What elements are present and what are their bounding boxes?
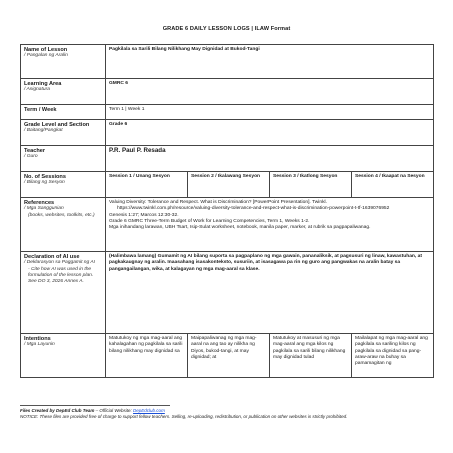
row-name-of-lesson <box>21 45 434 79</box>
session-header <box>188 172 270 198</box>
session-header <box>270 172 352 198</box>
intention-2-text: Maipapaliwanag ng mga mag-aaral na ang tao ay nilikha ng Diyos, bukod-tangi, at may dignidad; at <box>191 336 257 360</box>
label-cell <box>21 252 106 334</box>
row-ai-use <box>21 252 434 334</box>
intention-cell <box>270 334 352 378</box>
label-cell <box>21 120 106 146</box>
row-teacher <box>21 146 434 172</box>
footer <box>20 405 433 420</box>
label-cell <box>21 105 106 120</box>
row-references <box>21 198 434 252</box>
session-header <box>106 172 188 198</box>
ai-use-note: - Cite how AI was used in the formulation of the lesson plan. <box>28 266 94 278</box>
term-week-text: Term 1 | Week 1 <box>109 107 145 112</box>
row-learning-area <box>21 79 434 105</box>
footer-notice: NOTICE: These files are provided free of charge to support fellow teachers. Selling, re-uploading, redistribution, or publication on other websites is strictly prohibited. <box>20 414 348 419</box>
grade-level-label: Grade Level and Section <box>24 122 90 128</box>
lesson-name-text: Pagkilala sa Sarili Bilang Nilikhang May Dignidad at Bukod-Tangi <box>109 47 260 52</box>
learning-area-label: Learning Area <box>24 81 62 87</box>
reference-line: Mga inihandang larawan, UBH Tsart, Isip-Sulat worksheet, notebook, manila paper, marker, at rubrik sa pagpapaliwanag. <box>109 225 371 231</box>
session-3-label: Session 3 / Ikatlong Sesyon <box>273 174 338 179</box>
reference-line: Grade 6 GMRC Three-Term Budget of Work for Learning Competencies, Term 1, Weeks 1-2. <box>109 218 310 224</box>
teacher-sublabel: / Guro <box>24 154 38 160</box>
row-intentions <box>21 334 434 378</box>
ai-use-text: (Halimbawa lamang) Gumamit ng AI bilang suporta sa pagpaplano ng mga gawain, pananaliksik, at pagsusuri ng linaw, kawastuhan, at pagkakaugnay ng aralin. Inaasahang isasakonteksto, susuriin, at isasagawa pa rin ng guro ang pangwakas na aralin batay sa pangangailangan, wika, at kalagayan ng mga mag-aaral sa klase. <box>109 254 422 272</box>
reference-link[interactable]: https://www.twinkl.com.ph/resource/valuing-diversity-tolerance-and-respect-what-is-discrimination-powerpoint-t-tf-1639076952 <box>117 206 390 212</box>
term-week-value <box>106 105 434 120</box>
row-sessions <box>21 172 434 198</box>
page-title: GRADE 6 DAILY LESSON LOGS | ILAW Format <box>162 26 291 32</box>
reference-line: Valuing Diversity: Tolerance and Respect. What is Discrimination? [PowerPoint Presentation]. Twinkl. <box>109 200 328 205</box>
teacher-value <box>106 146 434 172</box>
intention-cell <box>352 334 434 378</box>
learning-area-sublabel: / Asignatura <box>24 87 50 93</box>
grade-level-text: Grade 6 <box>109 122 128 127</box>
references-sublabel-detail: (books, websites, toolkits, etc.) <box>28 212 95 218</box>
label-cell <box>21 172 106 198</box>
footer-website-link[interactable]: DepEdclub.com <box>133 408 165 413</box>
label-cell <box>21 146 106 172</box>
references-value <box>106 198 434 252</box>
grade-level-value <box>106 120 434 146</box>
label-cell <box>21 334 106 378</box>
session-4-label: Session 4 / Ikaapat na Sesyon <box>355 174 425 179</box>
session-2-label: Session 2 / Ikalawang Sesyon <box>191 174 261 179</box>
sessions-label: No. of Sessions <box>24 174 66 180</box>
ai-use-sublabel: / Deklarasyon sa Paggamit ng AI <box>24 260 96 266</box>
name-of-lesson-value <box>106 45 434 79</box>
ai-use-label: Declaration of AI use <box>24 254 80 260</box>
session-1-label: Session 1 / Unang Sesyon <box>109 174 170 179</box>
intention-3-text: Matutukoy at masusuri ng mga mag-aaral ang mga kilos ng pagkilala sa sarili bilang nilikhang may dignidad tulad <box>273 336 346 360</box>
ai-use-value <box>106 252 434 334</box>
session-header <box>352 172 434 198</box>
footer-credit: Files Created by DepEd Club Team <box>20 408 95 413</box>
footer-divider <box>20 405 170 406</box>
intention-1-text: Matutukoy ng mga mag-aaral ang kahalagahan ng pagkilala sa sarili bilang nilikhang may dignidad sa <box>109 336 183 354</box>
row-grade-level <box>21 120 434 146</box>
name-of-lesson-label: Name of Lesson <box>24 47 68 53</box>
row-term-week <box>21 105 434 120</box>
ai-use-note-reference: See DO 3, 2026 Annex A. <box>28 279 84 285</box>
intentions-label: Intentions <box>24 336 51 342</box>
name-of-lesson-sublabel: / Pangalan ng Aralin <box>24 53 68 59</box>
learning-area-value <box>106 79 434 105</box>
intentions-sublabel: / Mga Layunin <box>24 342 55 348</box>
footer-website-label: – Official Website: <box>94 408 134 413</box>
label-cell <box>21 79 106 105</box>
intention-4-text: Mailalapat ng mga mag-aaral ang pagkilala sa sariling kilos ng pagkilala sa dignidad sa pang-araw-araw na buhay sa pamamagitan ng <box>355 336 428 367</box>
learning-area-text: GMRC 6 <box>109 81 129 86</box>
intention-cell <box>188 334 270 378</box>
references-sublabel: / Mga Sanggunian <box>24 206 64 212</box>
grade-level-sublabel: / Baitang/Pangkat <box>24 128 63 134</box>
references-label: References <box>24 200 55 206</box>
reference-line: Genesis 1:27; Marcos 12:30-32. <box>109 212 179 218</box>
label-cell <box>21 198 106 252</box>
term-week-label: Term / Week <box>24 107 57 113</box>
teacher-name: P.R. Paul P. Resada <box>109 147 166 154</box>
lesson-log-table <box>20 44 434 378</box>
teacher-label: Teacher <box>24 148 46 154</box>
label-cell <box>21 45 106 79</box>
intention-cell <box>106 334 188 378</box>
sessions-sublabel: / Bilang ng Sesyon <box>24 180 65 186</box>
